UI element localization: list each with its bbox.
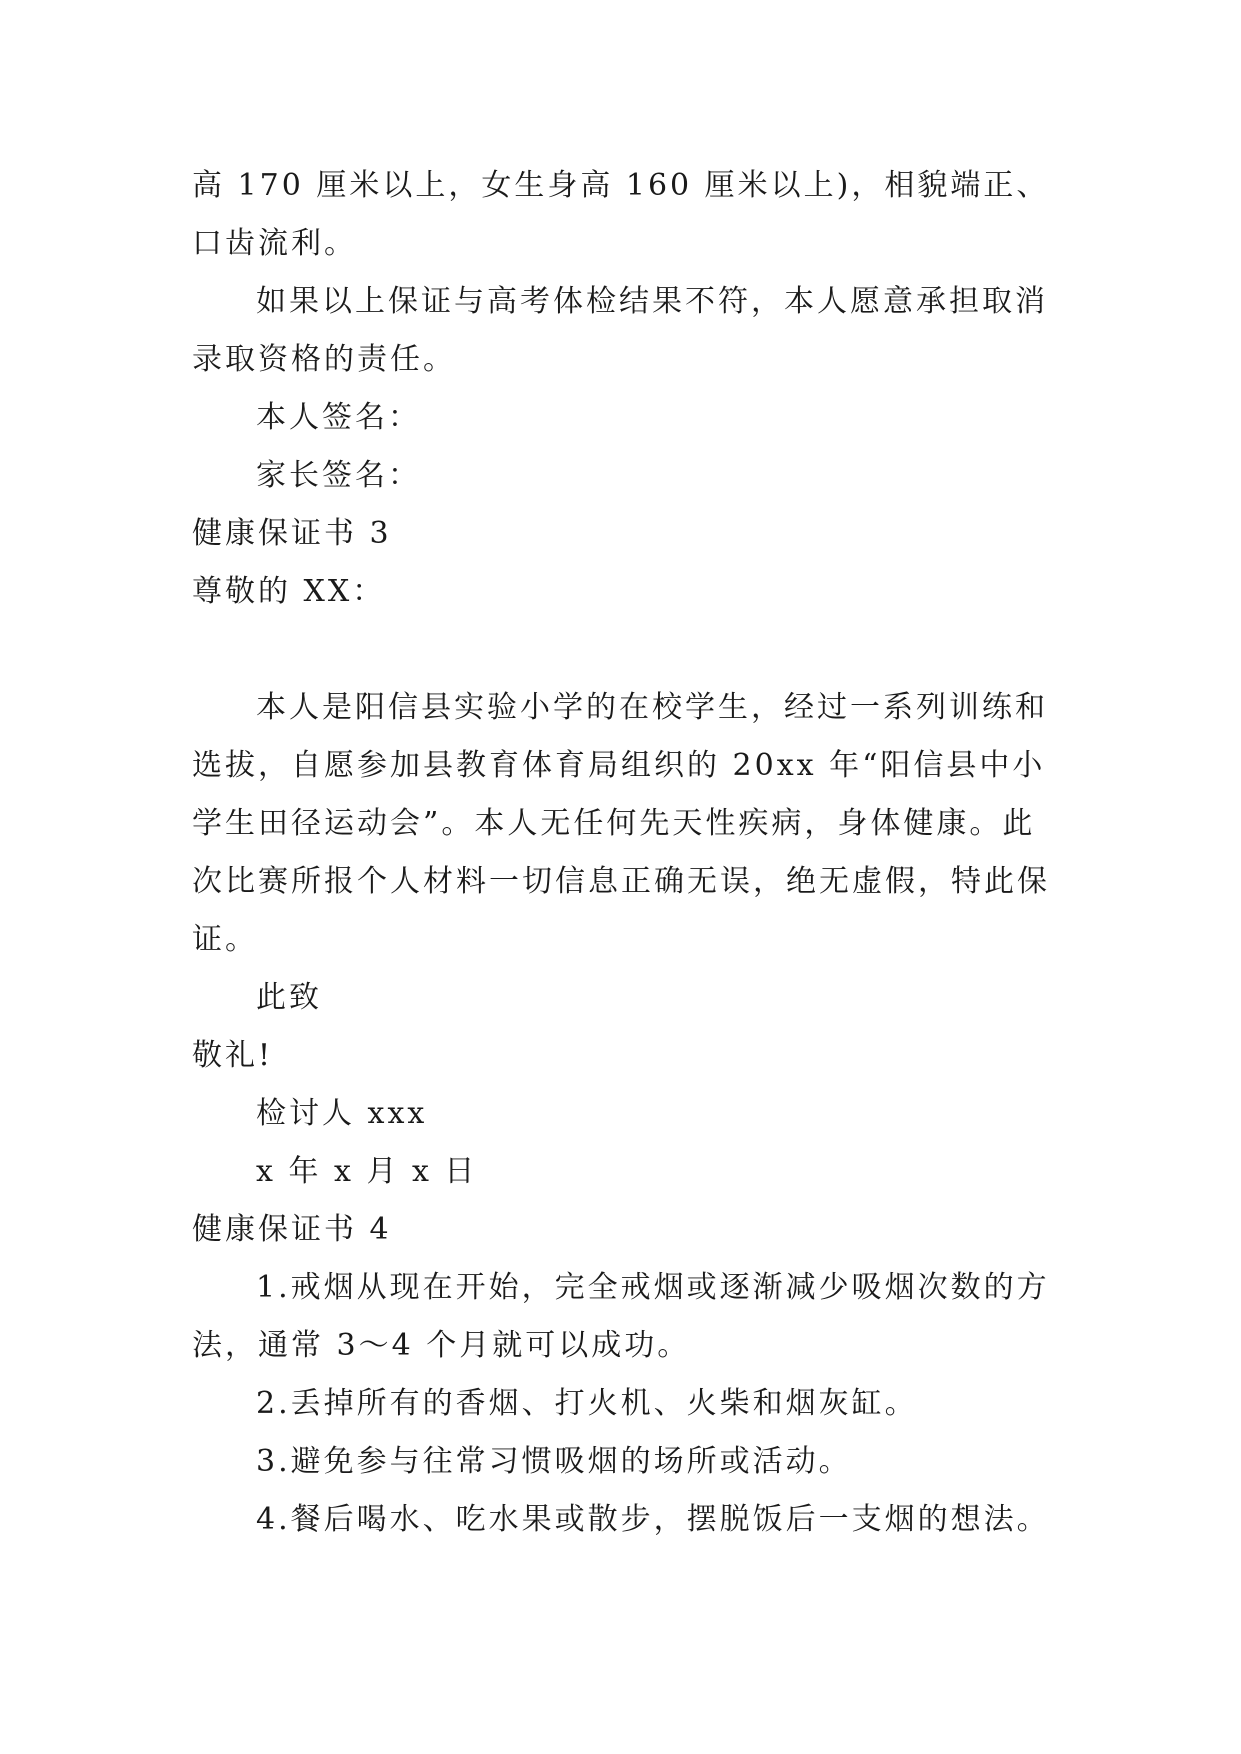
- text-line: 次比赛所报个人材料一切信息正确无误，绝无虚假，特此保: [192, 864, 1050, 899]
- section-heading: 健康保证书 3: [192, 516, 392, 551]
- text-line: 学生田径运动会”。本人无任何先天性疾病，身体健康。此: [192, 806, 1036, 841]
- date-line: x 年 x 月 x 日: [256, 1154, 478, 1189]
- text-line: 录取资格的责任。: [192, 342, 456, 377]
- list-item: 3.避免参与往常习惯吸烟的场所或活动。: [256, 1444, 852, 1479]
- list-item: 4.餐后喝水、吃水果或散步，摆脱饭后一支烟的想法。: [256, 1502, 1050, 1537]
- paragraph-line: 如果以上保证与高考体检结果不符，本人愿意承担取消: [256, 284, 1048, 319]
- signature-line-self: 本人签名：: [256, 400, 421, 435]
- text-line: 口齿流利。: [192, 226, 357, 261]
- signer-line: 检讨人 xxx: [256, 1096, 428, 1131]
- salutation: 尊敬的 XX：: [192, 574, 386, 609]
- signature-line-parent: 家长签名：: [256, 458, 421, 493]
- list-item: 1.戒烟从现在开始，完全戒烟或逐渐减少吸烟次数的方: [256, 1270, 1050, 1305]
- text-line: 选拔，自愿参加县教育体育局组织的 20xx 年“阳信县中小: [192, 748, 1046, 783]
- section-heading: 健康保证书 4: [192, 1212, 392, 1247]
- text-line: 证。: [192, 922, 258, 957]
- closing-line: 此致: [256, 980, 322, 1015]
- closing-regards: 敬礼!: [192, 1038, 274, 1073]
- list-item: 2.丢掉所有的香烟、打火机、火柴和烟灰缸。: [256, 1386, 918, 1421]
- text-line: 高 170 厘米以上，女生身高 160 厘米以上)，相貌端正、: [192, 168, 1050, 203]
- text-line: 法，通常 3～4 个月就可以成功。: [192, 1328, 691, 1363]
- paragraph-line: 本人是阳信县实验小学的在校学生，经过一系列训练和: [256, 690, 1048, 725]
